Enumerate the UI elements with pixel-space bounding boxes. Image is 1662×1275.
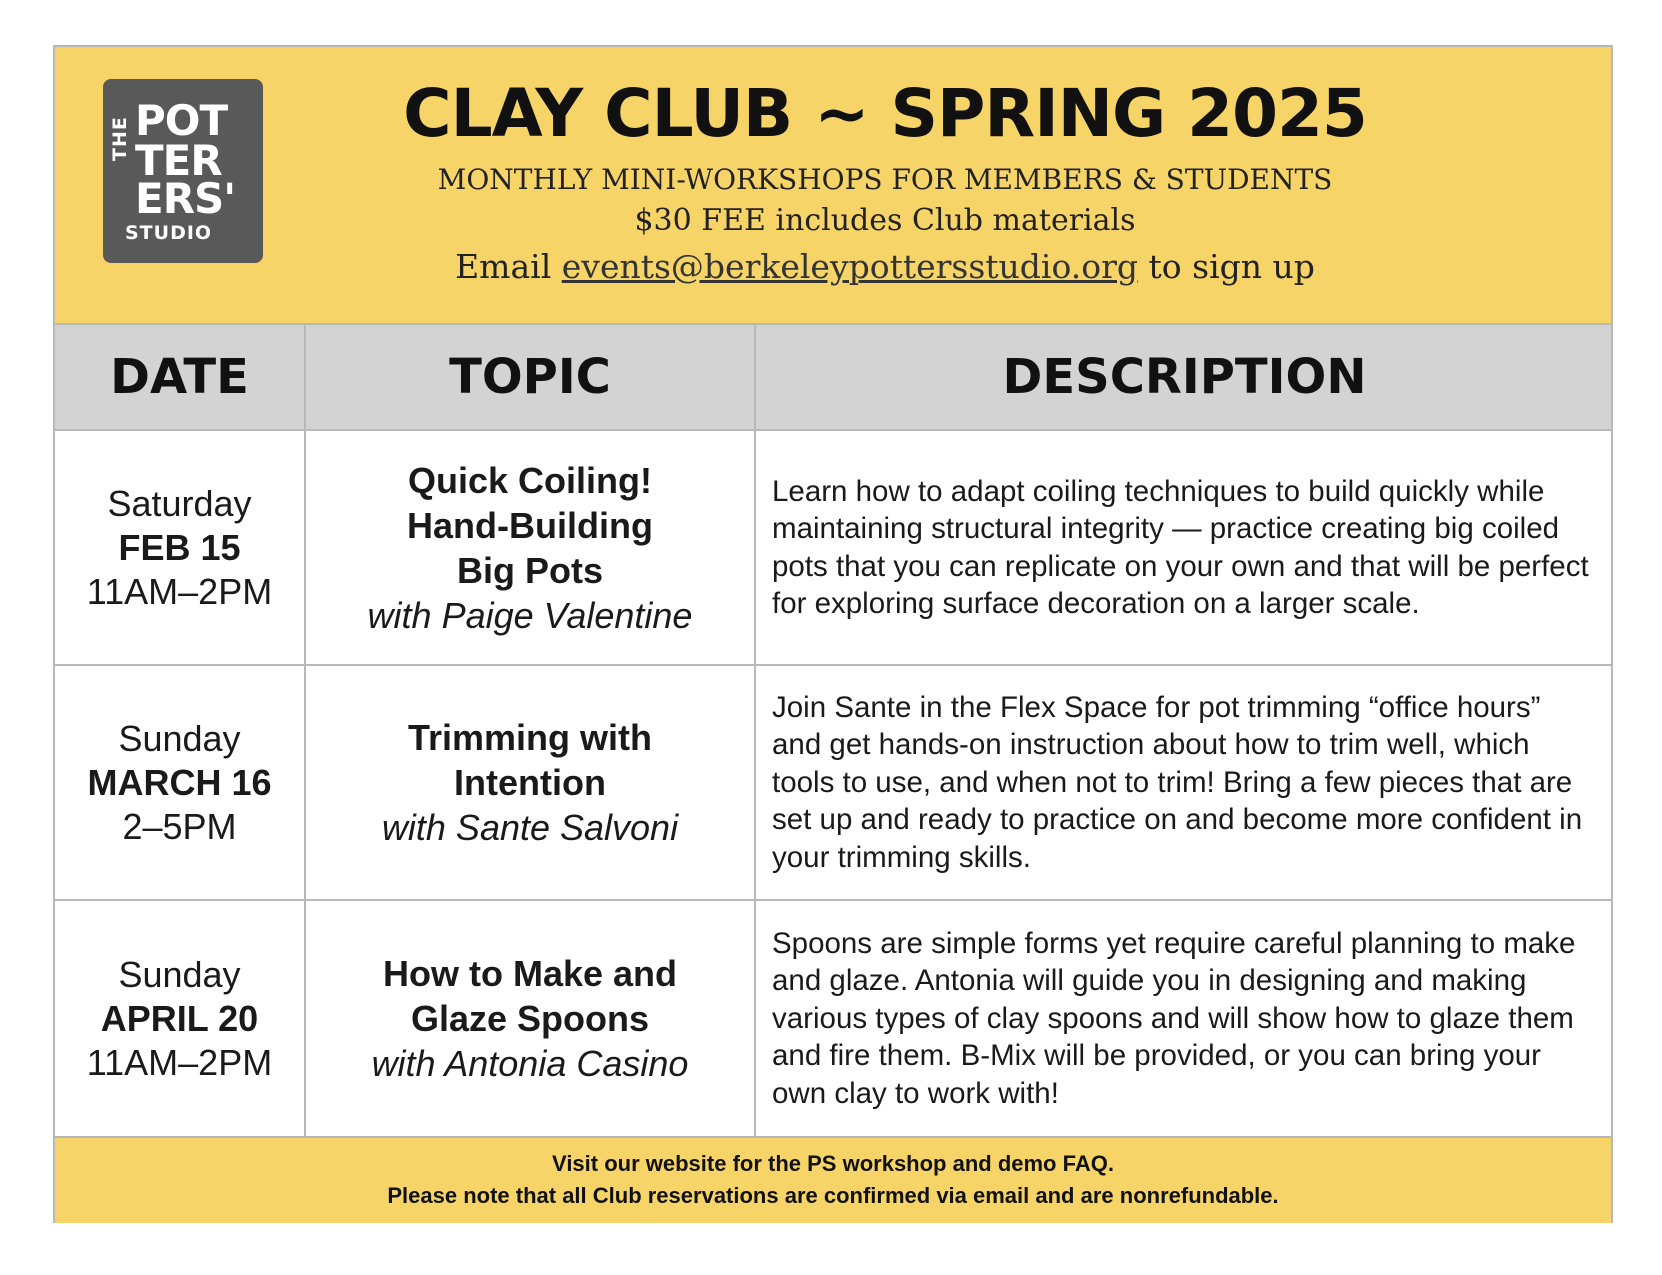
topic-line: Trimming with xyxy=(407,717,652,758)
logo-line-3: ERS' xyxy=(135,174,236,223)
instructor: with Sante Salvoni xyxy=(381,807,679,848)
logo-line-1: POT xyxy=(135,96,228,145)
topic-line: How to Make and xyxy=(382,953,678,994)
date-cell xyxy=(55,431,304,664)
topic-line: Big Pots xyxy=(456,549,603,591)
table-row xyxy=(55,431,1611,666)
subtitle: MONTHLY MINI-WORKSHOPS FOR MEMBERS & STUDENTS xyxy=(437,163,1333,196)
header-description: DESCRIPTION xyxy=(1002,349,1367,405)
flyer xyxy=(53,45,1613,1223)
description: Learn how to adapt coiling techniques to build quickly while maintaining structural integrity — practice creating big coiled pots that you can replicate on your own and that will be perfect for exploring surface decoration on a larger scale. xyxy=(772,474,1589,620)
description-cell xyxy=(756,901,1613,1136)
topic-line: Glaze Spoons xyxy=(410,998,650,1039)
topic-line: Quick Coiling! xyxy=(407,459,652,501)
topic-cell xyxy=(306,666,754,899)
email-suffix: to sign up xyxy=(1148,247,1315,286)
instructor: with Paige Valentine xyxy=(367,594,693,636)
description: Join Sante in the Flex Space for pot trimming “office hours” and get hands-on instruction about how to trim well, which tools to use, and when not to trim! Bring a few pieces that are set up and ready to practice on and become more confident in your trimming skills. xyxy=(772,690,1583,874)
time: 11AM–2PM xyxy=(86,570,273,612)
topic-line: Intention xyxy=(454,762,606,803)
logo-studio: STUDIO xyxy=(125,222,213,244)
topic-cell xyxy=(306,901,754,1136)
date-cell xyxy=(55,666,304,899)
fee-note: $30 FEE includes Club materials xyxy=(634,203,1136,238)
day: Sunday xyxy=(118,717,241,759)
logo-the: THE xyxy=(109,116,131,161)
description-cell xyxy=(756,666,1613,899)
studio-logo xyxy=(103,79,263,263)
description: Spoons are simple forms yet require careful planning to make and glaze. Antonia will guide you in designing and making various types of clay spoons and will show how to glaze them and fire them. B-Mix will be provided, or you can bring your own clay to work with! xyxy=(772,926,1576,1110)
date: APRIL 20 xyxy=(100,997,259,1039)
topic-line: Hand-Building xyxy=(407,504,653,546)
time: 11AM–2PM xyxy=(86,1041,273,1083)
footer-line-1: Visit our website for the PS workshop and demo FAQ. xyxy=(552,1151,1114,1176)
table-header xyxy=(55,325,1611,431)
logo-line-2: TER xyxy=(135,136,222,185)
topic-cell xyxy=(306,431,754,664)
instructor: with Antonia Casino xyxy=(371,1043,689,1084)
day: Sunday xyxy=(118,953,241,995)
header-banner xyxy=(55,47,1611,325)
header-date: DATE xyxy=(110,349,249,405)
table-row xyxy=(55,901,1611,1138)
day: Saturday xyxy=(107,482,252,524)
table-row xyxy=(55,666,1611,901)
header-topic: TOPIC xyxy=(449,349,611,405)
email-prefix: Email xyxy=(455,247,552,286)
time: 2–5PM xyxy=(122,805,237,847)
date: FEB 15 xyxy=(118,526,241,568)
signup-line xyxy=(385,247,1385,286)
page-title: CLAY CLUB ~ SPRING 2025 xyxy=(403,75,1367,152)
date: MARCH 16 xyxy=(87,761,272,803)
footer-line-2: Please note that all Club reservations are confirmed via email and are nonrefundable. xyxy=(387,1183,1279,1208)
footer-banner xyxy=(55,1138,1611,1223)
date-cell xyxy=(55,901,304,1136)
description-cell xyxy=(756,431,1613,664)
email-link[interactable]: events@berkeleypottersstudio.org xyxy=(561,247,1139,286)
